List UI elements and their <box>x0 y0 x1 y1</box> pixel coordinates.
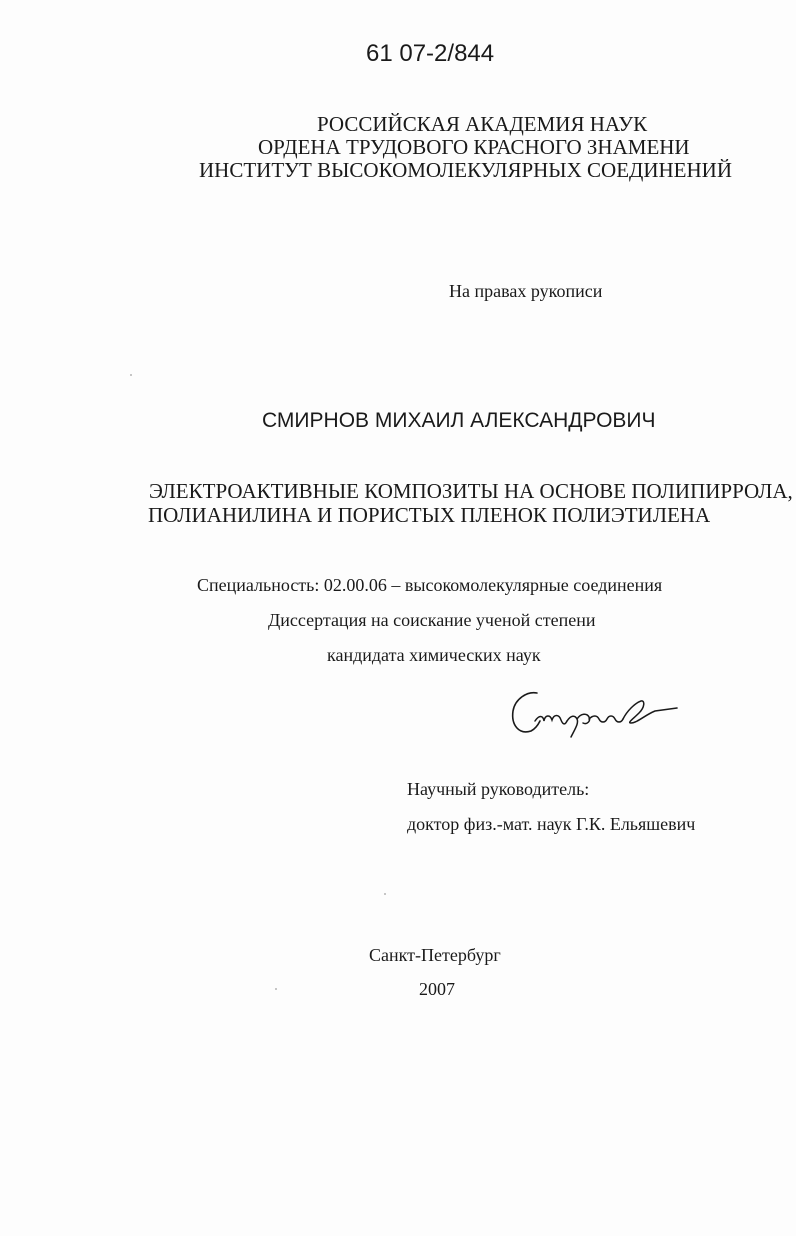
organization-line-1: РОССИЙСКАЯ АКАДЕМИЯ НАУК <box>317 112 648 136</box>
scan-speck <box>130 374 132 376</box>
manuscript-rights: На правах рукописи <box>449 281 603 301</box>
organization-line-3: ИНСТИТУТ ВЫСОКОМОЛЕКУЛЯРНЫХ СОЕДИНЕНИЙ <box>199 158 732 182</box>
signature <box>505 685 680 745</box>
city: Санкт-Петербург <box>369 945 501 965</box>
scan-speck <box>275 988 277 990</box>
supervisor-label: Научный руководитель: <box>407 779 590 799</box>
title-line-1: ЭЛЕКТРОАКТИВНЫЕ КОМПОЗИТЫ НА ОСНОВЕ ПОЛИПИРРОЛА, <box>149 479 793 503</box>
title-line-2: ПОЛИАНИЛИНА И ПОРИСТЫХ ПЛЕНОК ПОЛИЭТИЛЕНА <box>148 503 711 527</box>
scan-speck <box>384 893 386 895</box>
supervisor-name: доктор физ.-мат. наук Г.К. Ельяшевич <box>407 814 696 834</box>
degree-line-1: Диссертация на соискание ученой степени <box>268 610 596 630</box>
author-name: СМИРНОВ МИХАИЛ АЛЕКСАНДРОВИЧ <box>262 409 656 432</box>
document-code: 61 07-2/844 <box>366 40 495 67</box>
degree-line-2: кандидата химических наук <box>327 645 541 665</box>
specialty: Специальность: 02.00.06 – высокомолекулярные соединения <box>197 575 663 595</box>
organization-line-2: ОРДЕНА ТРУДОВОГО КРАСНОГО ЗНАМЕНИ <box>258 135 690 159</box>
year: 2007 <box>419 979 455 999</box>
